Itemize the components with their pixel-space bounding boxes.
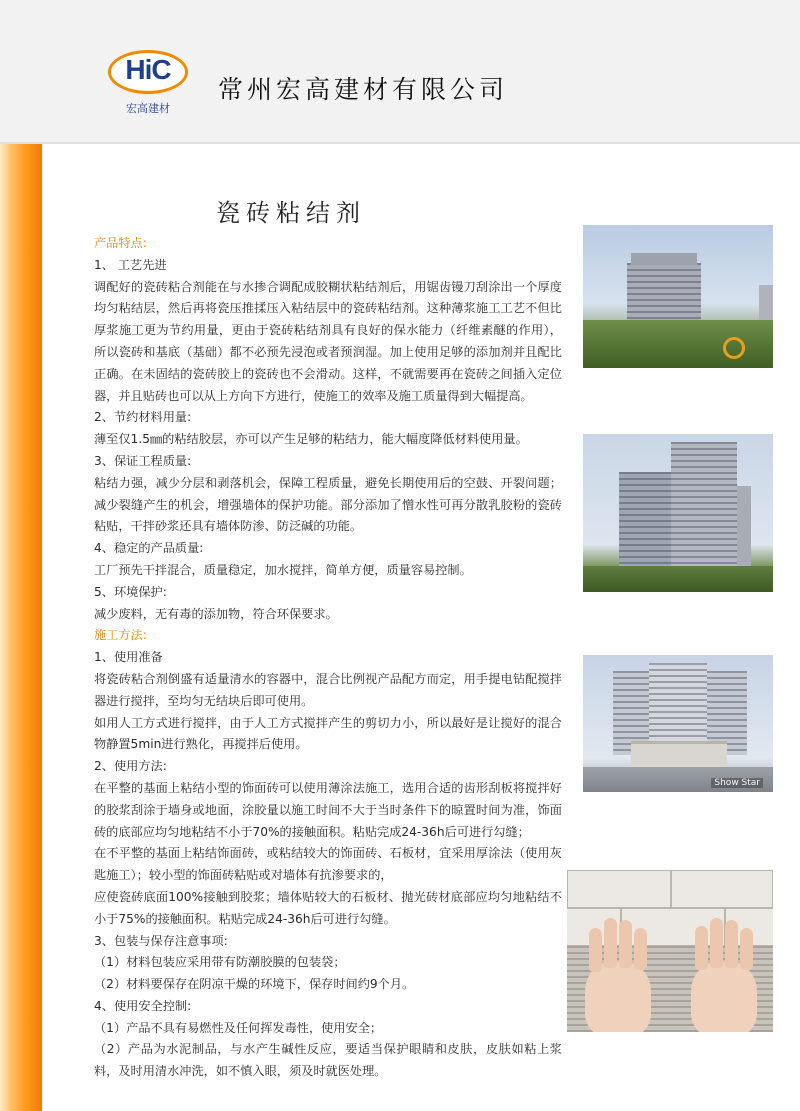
feature-title: 1、 工艺先进 xyxy=(94,257,167,272)
logo-mark-text: HiC xyxy=(125,54,171,85)
method-step-title: 4、使用安全控制: xyxy=(94,998,192,1013)
feature-body: 减少废料，无有毒的添加物，符合环保要求。 xyxy=(94,606,338,621)
method-list-item: （2）产品为水泥制品，与水产生碱性反应，要适当保护眼睛和皮肤，皮肤如粘上浆料，及时用清水冲洗，如不慎入眼，须及时就医处理。 xyxy=(94,1042,562,1079)
orange-side-bar xyxy=(0,144,42,1111)
feature-title: 3、保证工程质量: xyxy=(94,453,192,468)
method-list-item: （1）材料包装应采用带有防潮胶膜的包装袋； xyxy=(94,955,346,970)
method-paragraph: 应使瓷砖底面100%接触到胶浆；墙体贴较大的石板材、抛光砖材底部应均匀地粘结不小于75%的接触面积。粘贴完成24-36h后可进行勾缝。 xyxy=(94,889,562,926)
method-list-item: （1）产品不具有易燃性及任何挥发毒性，使用安全； xyxy=(94,1020,383,1035)
method-heading: 施工方法: xyxy=(94,628,147,643)
feature-title: 5、环境保护: xyxy=(94,584,167,599)
method-step-title: 2、使用方法: xyxy=(94,759,167,774)
logo-subtitle: 宏高建材 xyxy=(126,102,170,115)
method-list-item: （2）材料要保存在阴凉干燥的环境下，保存时间约9个月。 xyxy=(94,977,415,992)
feature-title: 4、稳定的产品质量: xyxy=(94,541,204,556)
feature-body: 薄至仅1.5㎜的粘结胶层，亦可以产生足够的粘结力，能大幅度降低材料使用量。 xyxy=(94,432,528,447)
method-step-title: 3、包装与保存注意事项: xyxy=(94,933,228,948)
method-paragraph: 在不平整的基面上粘结饰面砖，或粘结较大的饰面砖、石板材，宜采用厚涂法（使用灰匙施工）；较小型的饰面砖粘贴或对墙体有抗渗要求的， xyxy=(94,846,562,883)
document-title: 瓷砖粘结剂 xyxy=(216,199,366,227)
method-step-title: 1、使用准备 xyxy=(94,650,163,665)
building-photo-1 xyxy=(583,225,773,368)
features-heading: 产品特点: xyxy=(94,236,147,250)
feature-body: 调配好的瓷砖粘合剂能在与水掺合调配成胶糊状粘结剂后，用锯齿镘刀刮涂出一个厚度均匀粘结层，然后再将瓷压推揉压入粘结层中的瓷砖粘结剂。这种薄浆施工工艺不但比厚浆施工更为节约用量，更由于瓷砖粘结剂具有良好的保水能力（纤维素醚的作用），所以瓷砖和基底（基础）都不必预先浸泡或者预润湿。加上使用足够的添加剂并且配比正确。在未固结的瓷砖胶上的瓷砖也不会滑动。这样，不就需要再在瓷砖之间插入定位器，并且贴砖也可以从上方向下方进行，使施工的效率及施工质量得到大幅提高。 xyxy=(94,279,562,403)
feature-body: 粘结力强，减少分层和剥落机会，保障工程质量，避免长期使用后的空鼓、开裂问题；减少裂缝产生的机会，增强墙体的保护功能。部分添加了憎水性可再分散乳胶粉的瓷砖粘贴，干拌砂浆还具有墙体防渗、防泛碱的功能。 xyxy=(94,475,562,534)
document-body xyxy=(94,233,562,1083)
method-paragraph: 在平整的基面上粘结小型的饰面砖可以使用薄涂法施工，选用合适的齿形刮板将搅拌好的胶浆刮涂于墙身或地面，涂胶量以施工时间不大于当时条件下的晾置时间为准，饰面砖的底部应均匀地粘结不小于70%的接触面积。粘贴完成24-36h后可进行勾缝； xyxy=(94,780,562,839)
method-paragraph: 将瓷砖粘合剂倒盛有适量清水的容器中，混合比例视产品配方而定，用手提电钻配搅拌器进行搅拌，至均匀无结块后即可使用。 xyxy=(94,671,562,708)
feature-body: 工厂预先干拌混合，质量稳定，加水搅拌，简单方便，质量容易控制。 xyxy=(94,562,472,577)
photo-caption: Show Star xyxy=(711,778,763,788)
company-name: 常州宏高建材有限公司 xyxy=(218,75,509,104)
building-photo-3 xyxy=(583,655,773,792)
tiling-hands-photo xyxy=(567,870,773,1032)
header-divider xyxy=(0,142,800,144)
method-paragraph: 如用人工方式进行搅拌，由于人工方式搅拌产生的剪切力小，所以最好是让搅好的混合物静置5min进行熟化，再搅拌后使用。 xyxy=(94,715,562,752)
company-logo xyxy=(108,50,188,118)
building-photo-2 xyxy=(583,434,773,592)
feature-title: 2、节约材料用量: xyxy=(94,410,192,425)
